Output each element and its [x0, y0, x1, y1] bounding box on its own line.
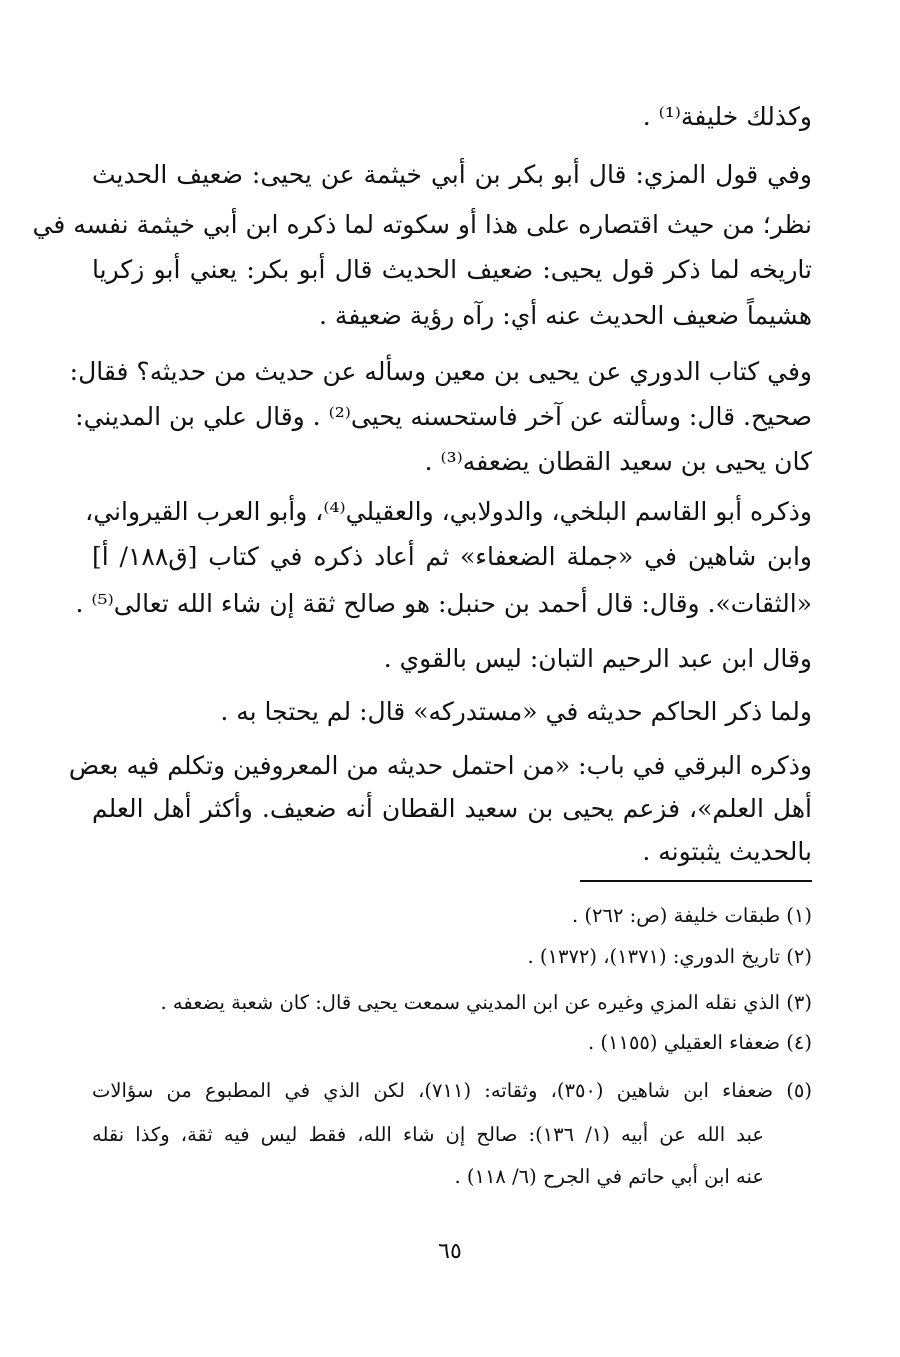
footnote-line: عنه ابن أبي حاتم في الجرح (٦/ ١١٨) . — [454, 1165, 764, 1188]
footnote-line: (٣) الذي نقله المزي وغيره عن ابن المديني سمعت يحيى قال: كان شعبة يضعفه . — [160, 991, 812, 1014]
footnote-line: عبد الله عن أبيه (١/ ١٣٦): صالح إن شاء الله، فقط ليس فيه ثقة، وكذا نقله — [92, 1123, 765, 1146]
text-line: وذكره أبو القاسم البلخي، والدولابي، والعقيلي⁽⁴⁾، وأبو العرب القيرواني، — [85, 497, 812, 526]
footnote-line: (٢) تاريخ الدوري: (١٣٧١)، (١٣٧٢) . — [527, 945, 812, 968]
footnote-separator — [580, 880, 812, 882]
footnote-line: (٤) ضعفاء العقيلي (١١٥٥) . — [588, 1031, 812, 1054]
text-line: وقال ابن عبد الرحيم التبان: ليس بالقوي . — [383, 644, 812, 673]
text-line: وفي كتاب الدوري عن يحيى بن معين وسأله عن حديث من حديثه؟ فقال: — [69, 357, 812, 386]
text-line: نظر؛ من حيث اقتصاره على هذا أو سكوته لما ذكره ابن أبي خيثمة نفسه في — [32, 210, 812, 239]
text-line: صحيح. قال: وسألته عن آخر فاستحسنه يحيى⁽²⁾ . وقال علي بن المديني: — [75, 402, 812, 431]
text-line: وذكره البرقي في باب: «من احتمل حديثه من المعروفين وتكلم فيه بعض — [68, 751, 812, 780]
footnote-line: (١) طبقات خليفة (ص: ٢٦٢) . — [572, 904, 812, 927]
text-line: وفي قول المزي: قال أبو بكر بن أبي خيثمة عن يحيى: ضعيف الحديث — [92, 160, 812, 189]
text-line: كان يحيى بن سعيد القطان يضعفه⁽³⁾ . — [424, 447, 812, 476]
footnote-line: (٥) ضعفاء ابن شاهين (٣٥٠)، وثقاته: (٧١١)، لكن الذي في المطبوع من سؤالات — [92, 1079, 812, 1102]
text-line: بالحديث يثبتونه . — [642, 837, 812, 866]
text-line: هشيماً ضعيف الحديث عنه أي: رآه رؤية ضعيفة . — [319, 301, 812, 330]
text-line: وكذلك خليفة⁽¹⁾ . — [642, 102, 812, 131]
text-line: تاريخه لما ذكر قول يحيى: ضعيف الحديث قال أبو بكر: يعني أبو زكريا — [92, 255, 812, 284]
text-line: وابن شاهين في «جملة الضعفاء» ثم أعاد ذكره في كتاب [ق١٨٨/ أ] — [92, 542, 812, 571]
text-line: ولما ذكر الحاكم حديثه في «مستدركه» قال: لم يحتجا به . — [220, 697, 812, 726]
page-number: ٦٥ — [438, 1239, 462, 1264]
text-line: أهل العلم»، فزعم يحيى بن سعيد القطان أنه ضعيف. وأكثر أهل العلم — [92, 794, 812, 823]
text-line: «الثقات». وقال: قال أحمد بن حنبل: هو صالح ثقة إن شاء الله تعالى⁽⁵⁾ . — [75, 589, 812, 618]
